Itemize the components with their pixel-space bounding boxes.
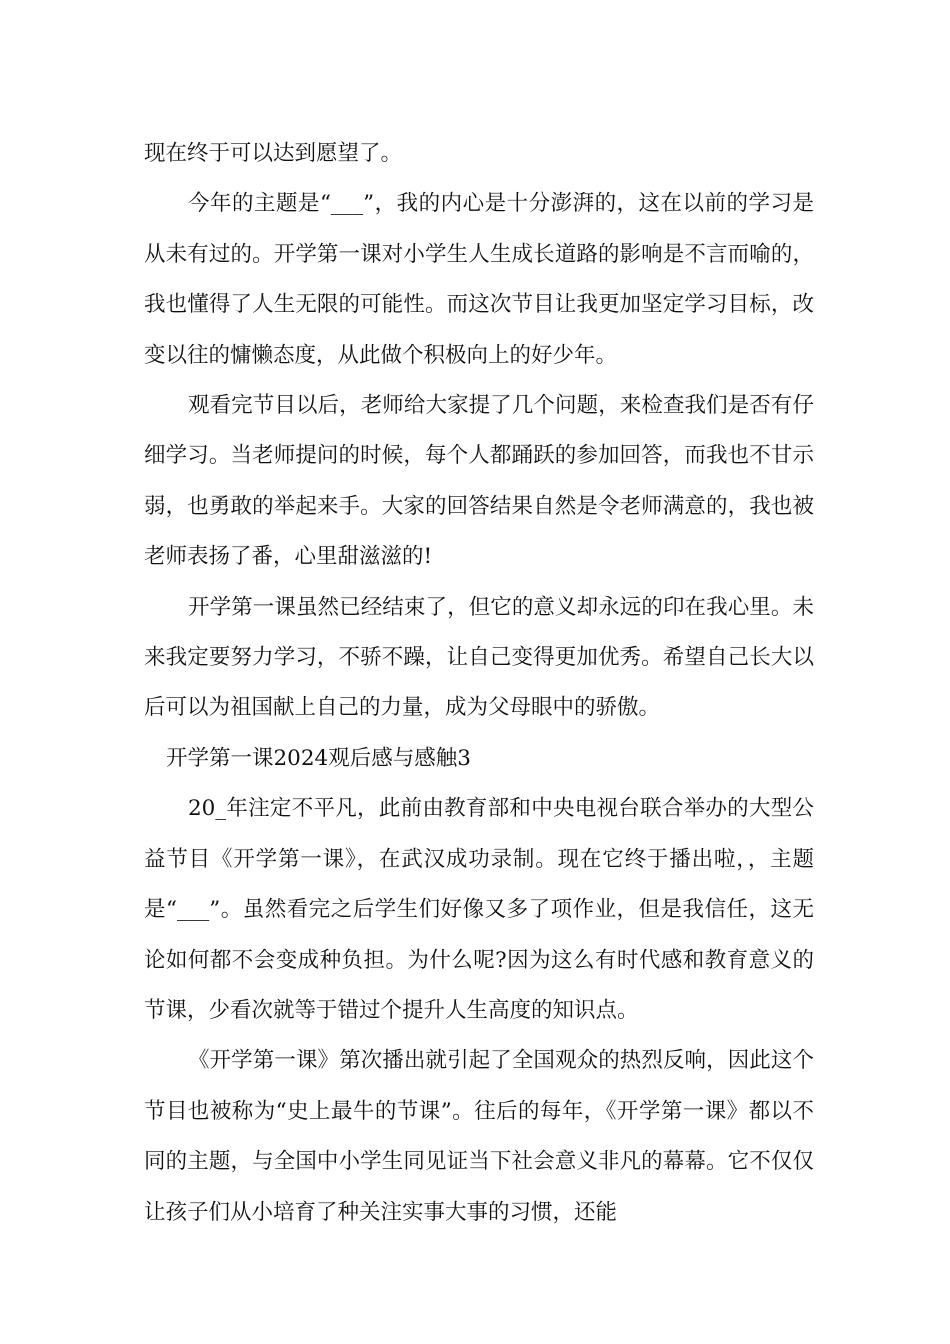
paragraph-theme: 今年的主题是“___”，我的内心是十分澎湃的，这在以前的学习是从未有过的。开学第一课对小学生人生成长道路的影响是不言而喻的，我也懂得了人生无限的可能性。而这次节目让我更加坚定学习目标，改变以往的慵懒态度，从此做个积极向上的好少年。 bbox=[144, 191, 814, 368]
paragraph-conclusion: 开学第一课虽然已经结束了，但它的意义却永远的印在我心里。未来我定要努力学习，不骄不躁，让自己变得更加优秀。希望自己长大以后可以为祖国献上自己的力量，成为父母眼中的骄傲。 bbox=[144, 594, 814, 721]
section-heading: 开学第一课2024观后感与感触3 bbox=[166, 745, 471, 771]
paragraph-broadcast: 20_年注定不平凡，此前由教育部和中央电视台联合举办的大型公益节目《开学第一课》，在武汉成功录制。现在它终于播出啦，，主题是“___”。虽然看完之后学生们好像又多了项作业，但是我信任，这无论如何都不会变成种负担。为什么呢?因为这么有时代感和教育意义的节课，少看次就等于错过个提升人生高度的知识点。 bbox=[144, 796, 814, 1023]
paragraph-teacher-questions: 观看完节目以后，老师给大家提了几个问题，来检查我们是否有仔细学习。当老师提问的时候，每个人都踊跃的参加回答，而我也不甘示弱，也勇敢的举起来手。大家的回答结果自然是令老师满意的，我也被老师表扬了番，心里甜滋滋的! bbox=[144, 393, 814, 570]
paragraph-continuation: 现在终于可以达到愿望了。 bbox=[144, 141, 403, 166]
paragraph-program-history: 《开学第一课》第次播出就引起了全国观众的热烈反响，因此这个节目也被称为“史上最牛的节课”。往后的每年，《开学第一课》都以不同的主题，与全国中小学生同见证当下社会意义非凡的幕幕。它不仅仅让孩子们从小培育了种关注实事大事的习惯，还能 bbox=[144, 1048, 814, 1225]
document-body bbox=[144, 129, 814, 1238]
